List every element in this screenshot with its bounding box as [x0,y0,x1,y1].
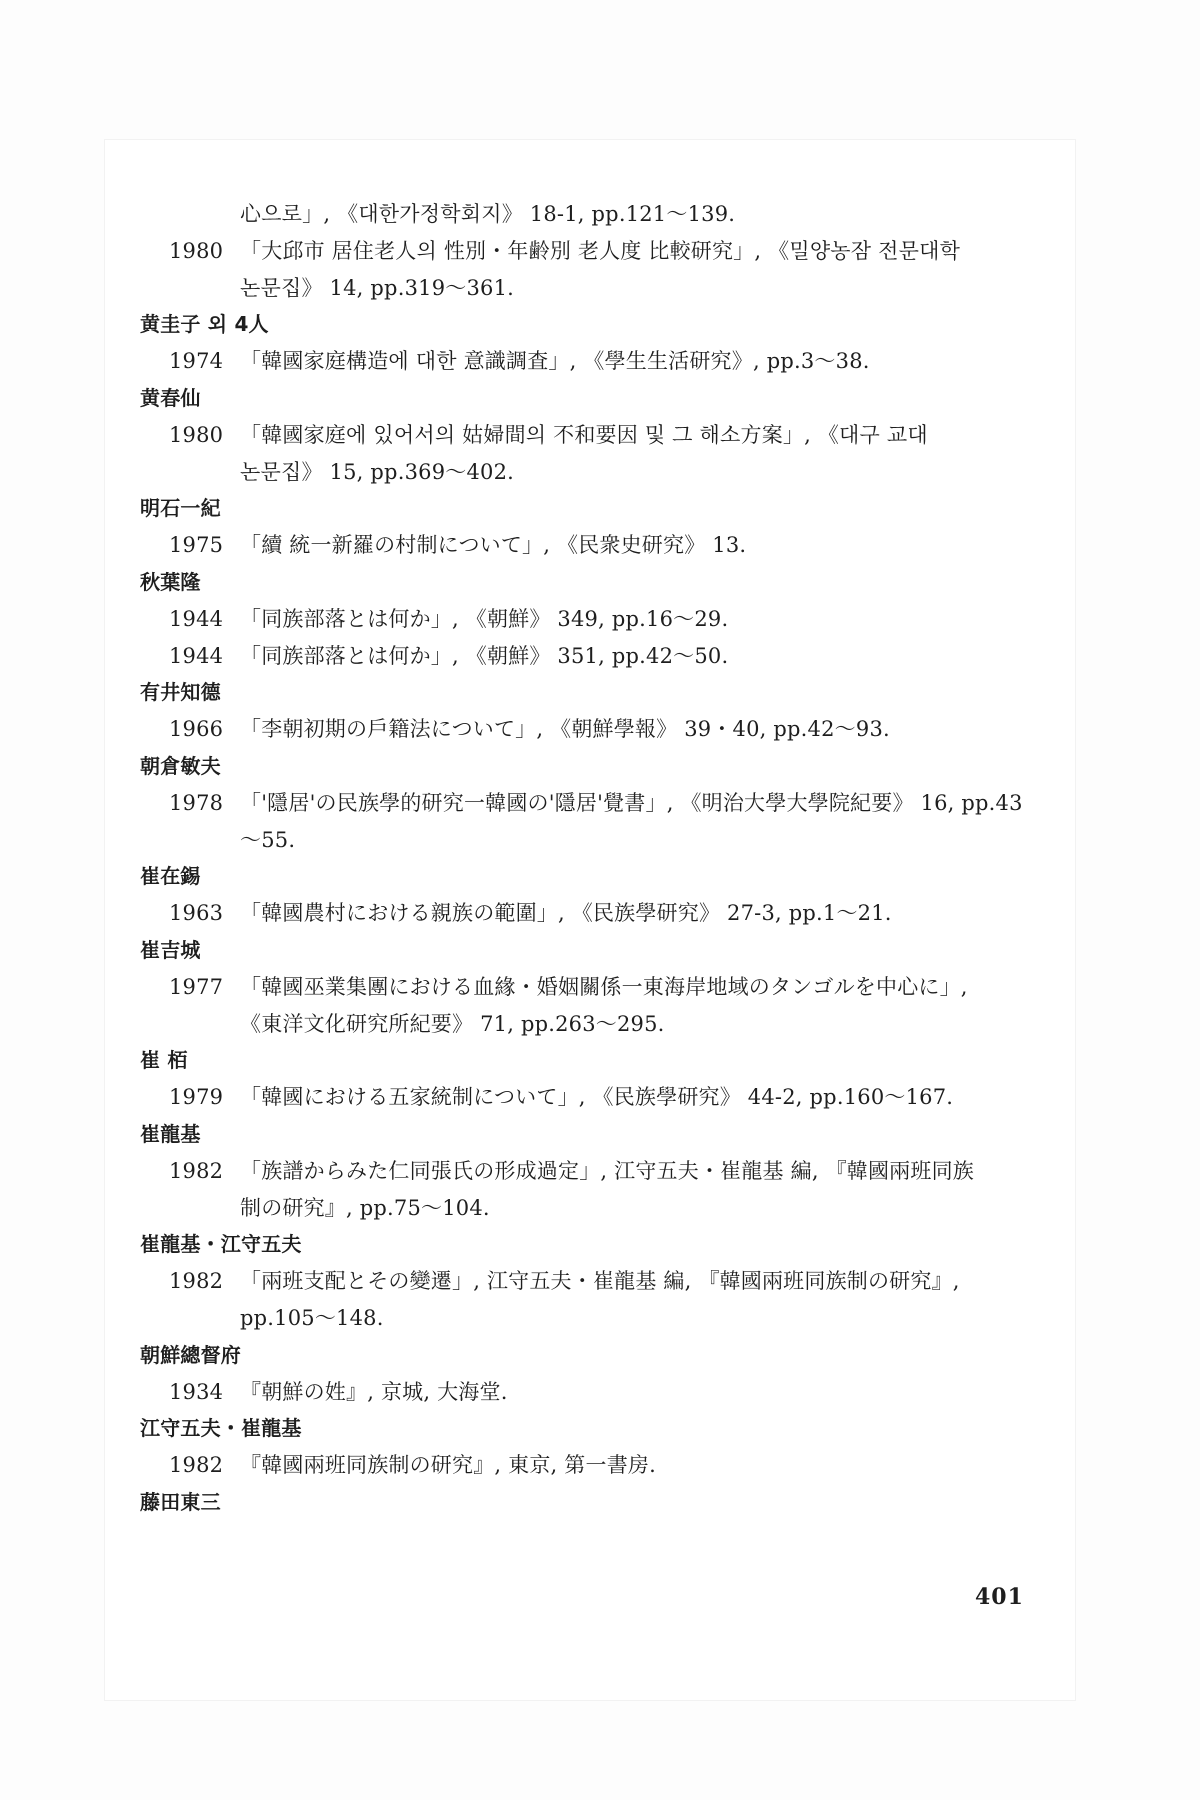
bibliography-list [140,196,1045,1521]
author-heading: 黄春仙 [140,385,201,410]
author-heading: 崔龍基・江守五夫 [140,1232,302,1257]
bibliography-entry [140,1263,1045,1300]
bibliography-entry [140,1374,1045,1411]
entry-text: 「同族部落とは何か」, 《朝鮮》 349, pp.16～29. [240,606,729,631]
bibliography-entry [140,785,1045,822]
entry-continuation: ～55. [240,827,296,852]
bibliography-entry [140,417,1045,454]
author-heading: 藤田東三 [140,1489,221,1514]
entry-text: 「大邱市 居住老人의 性別・年齢別 老人度 比較研究」, 《밀양농잠 전문대학 [240,238,961,263]
entry-text: 「族譜からみた仁同張氏の形成過定」, 江守五夫・崔龍基 編, 『韓國兩班同族 [240,1158,974,1183]
entry-year: 1934 [169,1379,224,1404]
entry-continuation: 制の研究』, pp.75～104. [240,1195,490,1220]
author-heading: 秋葉隆 [140,569,201,594]
entry-year: 1982 [169,1158,224,1183]
entry-year: 1966 [169,717,224,742]
entry-continuation: 《東洋文化研究所紀要》 71, pp.263～295. [240,1011,665,1036]
author-heading: 明石一紀 [140,496,221,521]
entry-year: 1944 [169,643,224,668]
entry-text: 「韓國における五家統制について」, 《民族學研究》 44-2, pp.160～167. [240,1085,954,1110]
entry-year: 1982 [169,1453,224,1478]
bibliography-entry [140,969,1045,1006]
bibliography-entry [140,343,1045,380]
bibliography-entry [140,1079,1045,1116]
entry-text: 『韓國兩班同族制の研究』, 東京, 第一書房. [240,1453,656,1478]
entry-year: 1982 [169,1269,224,1294]
entry-year: 1979 [169,1085,224,1110]
entry-year: 1980 [169,238,224,263]
bibliography-entry [140,527,1045,564]
page-number: 401 [975,1584,1024,1610]
bibliography-entry [140,895,1045,932]
author-heading: 崔吉城 [140,937,201,962]
entry-year: 1975 [169,533,224,558]
entry-text: 「續 統一新羅の村制について」, 《民衆史研究》 13. [240,533,747,558]
bibliography-entry [140,233,1045,270]
bibliography-entry [140,638,1045,675]
entry-continuation: 논문집》 15, pp.369～402. [240,459,515,484]
author-heading: 朝倉敏夫 [140,753,221,778]
entry-text: 「韓國巫業集團における血緣・婚姻關係一東海岸地域のタンゴルを中心に」, [240,974,968,999]
bibliography-entry [140,1153,1045,1190]
bibliography-entry [140,1447,1045,1484]
entry-year: 1977 [169,974,224,999]
entry-text: 「兩班支配とその變遷」, 江守五夫・崔龍基 編, 『韓國兩班同族制の研究』, [240,1269,960,1294]
entry-text: 「'隱居'の民族學的研究一韓國の'隱居'覺書」, 《明治大學大學院紀要》 16, pp.43 [240,790,1023,815]
author-heading: 黄圭子 외 4人 [140,312,269,337]
entry-continuation: 논문집》 14, pp.319～361. [240,275,515,300]
entry-text: 「韓國家庭에 있어서의 姑婦間의 不和要因 및 그 해소方案」, 《대구 교대 [240,422,928,447]
entry-text: 「韓國農村における親族の範圍」, 《民族學研究》 27-3, pp.1～21. [240,901,892,926]
entry-year: 1978 [169,790,224,815]
bibliography-entry [140,601,1045,638]
author-heading: 江守五夫・崔龍基 [140,1416,302,1441]
entry-text: 「同族部落とは何か」, 《朝鮮》 351, pp.42～50. [240,643,729,668]
author-heading: 崔在錫 [140,864,201,889]
entry-year: 1963 [169,901,224,926]
entry-year: 1944 [169,606,224,631]
entry-text: 『朝鮮の姓』, 京城, 大海堂. [240,1379,508,1404]
entry-text: 「李朝初期の戶籍法について」, 《朝鮮學報》 39・40, pp.42～93. [240,717,890,742]
author-heading: 崔 栢 [140,1048,188,1073]
bibliography-entry [140,711,1045,748]
author-heading: 朝鮮總督府 [140,1342,241,1367]
entry-continuation: pp.105～148. [240,1305,384,1330]
entry-continuation: 心으로」, 《대한가정학회지》 18-1, pp.121～139. [240,202,736,226]
author-heading: 崔龍基 [140,1121,201,1146]
entry-year: 1980 [169,422,224,447]
entry-text: 「韓國家庭構造에 대한 意識調査」, 《學生生活研究》, pp.3～38. [240,349,870,374]
author-heading: 有井知德 [140,680,221,705]
entry-year: 1974 [169,349,224,374]
